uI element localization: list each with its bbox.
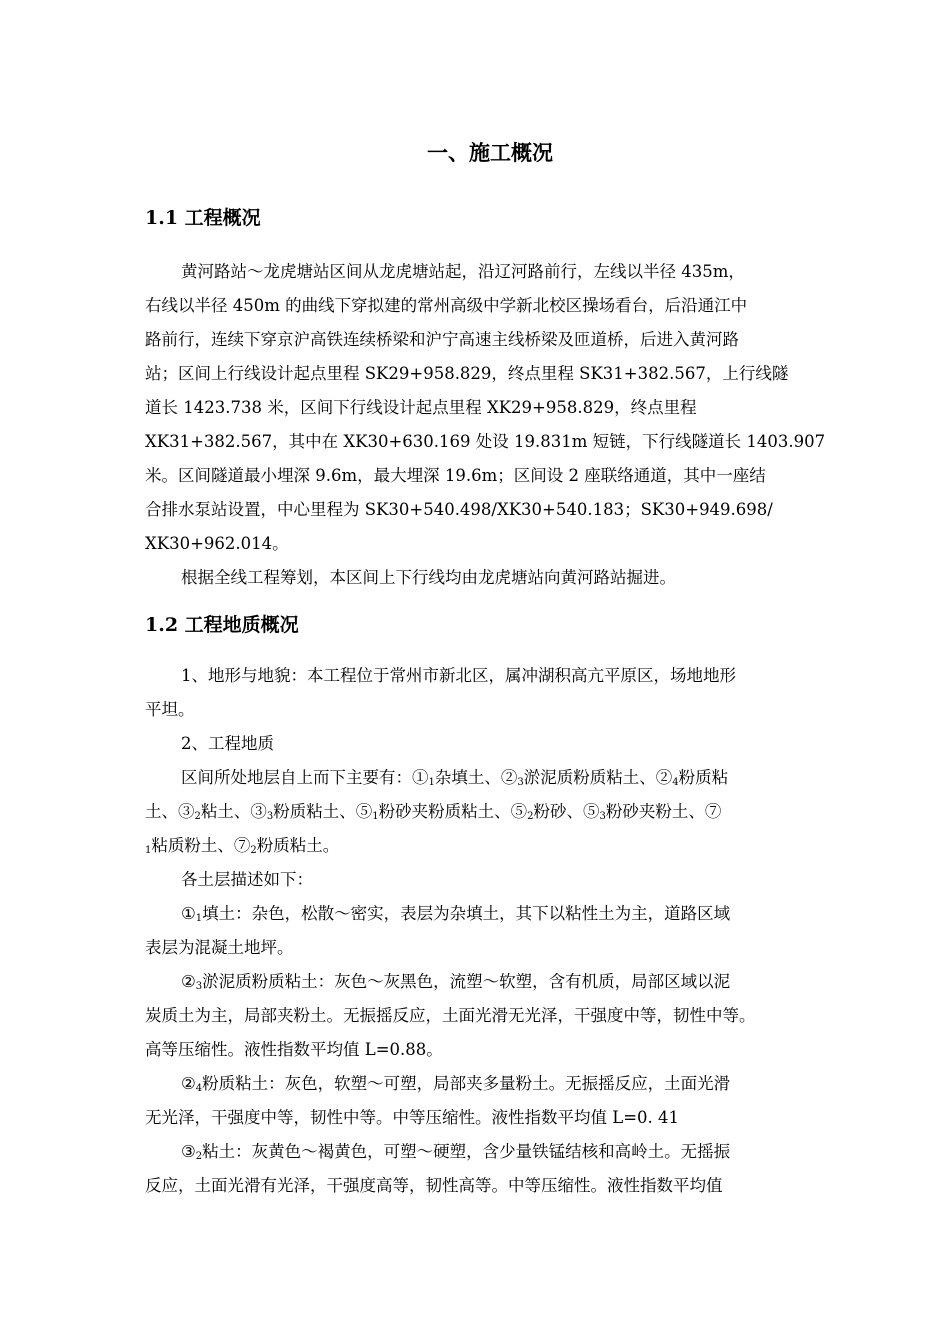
paragraph-line: 根据全线工程筹划，本区间上下行线均由龙虎塘站向黄河路站掘进。 — [181, 568, 676, 587]
strata-line: $_1$粘质粉土、$⑦_2$粉质粘土。 — [145, 836, 340, 856]
paragraph-line: 道长 1423.738 米，区间下行线设计起点里程 XK29+958.829，终点里程 — [145, 398, 697, 417]
paragraph-line: 黄河路站～龙虎塘站区间从龙虎塘站起，沿辽河路前行，左线以半径 435m， — [181, 262, 745, 281]
section-heading-1-2: 1.2 工程地质概况 — [145, 614, 299, 636]
strata-line: 区间所处地层自上而下主要有：$①_1$杂填土、$②_3$淤泥质粉质粘土、$②_4$粉质粘 — [181, 768, 729, 788]
stratum-mark: ⑤ — [510, 802, 528, 821]
layer-description-line: $②_3$淤泥质粉质粘土：灰色～灰黑色，流塑～软塑，含有机质，局部区域以泥 — [181, 972, 731, 992]
page-title: 一、施工概况 — [427, 140, 553, 165]
layer-description-line: 炭质土为主，局部夹粉土。无振摇反应，土面光滑无光泽，干强度中等，韧性中等。 — [145, 1006, 756, 1025]
stratum-mark: ③ — [178, 802, 195, 821]
layer-description-line: $③_2$粘土：灰黄色～褐黄色，可塑～硬塑，含少量铁锰结核和高岭土。无摇振 — [181, 1142, 731, 1162]
paragraph-line: 路前行，连续下穿京沪高铁连续桥梁和沪宁高速主线桥梁及匝道桥，后进入黄河路 — [145, 330, 739, 349]
layer-description-line: 无光泽，干强度中等，韧性中等。中等压缩性。液性指数平均值 L=0. 41 — [145, 1108, 680, 1127]
stratum-mark: ② — [500, 768, 518, 787]
paragraph-line: 米。区间隧道最小埋深 9.6m，最大埋深 19.6m；区间设 2 座联络通道，其中一座结 — [145, 466, 766, 485]
stratum-mark: ② — [181, 972, 196, 991]
paragraph-line: XK31+382.567，其中在 XK30+630.169 处设 19.831m 短链，下行线隧道长 1403.907 — [145, 432, 826, 451]
stratum-mark: ⑤ — [583, 802, 600, 821]
strata-line: 土、$③_2$粘土、$③_3$粉质粘土、$⑤_1$粉砂夹粉质粘土、$⑤_2$粉砂、$⑤_3$粉砂夹粉土、⑦ — [145, 802, 722, 822]
paragraph-line: 各土层描述如下： — [181, 870, 313, 889]
paragraph-line: 右线以半径 450m 的曲线下穿拟建的常州高级中学新北校区操场看台，后沿通江中 — [145, 296, 748, 315]
paragraph-line: 1、地形与地貌：本工程位于常州市新北区，属冲湖积高亢平原区，场地地形 — [181, 666, 736, 685]
stratum-mark: ⑦ — [233, 836, 251, 855]
stratum-mark: ① — [412, 768, 429, 787]
project-overview-paragraph — [145, 255, 845, 595]
layer-description-line: $①_1$填土：杂色，松散～密实，表层为杂填土，其下以粘性土为主，道路区域 — [181, 904, 731, 924]
layer-description-line: 反应，土面光滑有光泽，干强度高等，韧性高等。中等压缩性。液性指数平均值 — [145, 1176, 723, 1195]
layer-description-line: 表层为混凝土地坪。 — [145, 938, 294, 957]
paragraph-line: 2、工程地质 — [181, 734, 274, 753]
stratum-mark: ② — [181, 1074, 196, 1093]
paragraph-line: 站；区间上行线设计起点里程 SK29+958.829，终点里程 SK31+382.567，上行线隧 — [145, 364, 789, 383]
paragraph-line: 平坦。 — [145, 700, 195, 719]
stratum-mark: ③ — [181, 1142, 196, 1161]
paragraph-line: 合排水泵站设置，中心里程为 SK30+540.498/XK30+540.183；SK30+949.698/ — [145, 500, 773, 519]
stratum-mark: ⑦ — [704, 802, 722, 821]
geology-paragraph — [145, 659, 845, 1203]
layer-description-line: $②_4$粉质粘土：灰色，软塑～可塑，局部夹多量粉土。无振摇反应，土面光滑 — [181, 1074, 731, 1094]
paragraph-line: XK30+962.014。 — [145, 534, 289, 553]
stratum-mark: ③ — [250, 802, 267, 821]
stratum-mark: ② — [655, 768, 673, 787]
layer-description-line: 高等压缩性。液性指数平均值 L=0.88。 — [145, 1040, 443, 1059]
stratum-mark: ⑤ — [355, 802, 373, 821]
section-heading-1-1: 1.1 工程概况 — [145, 207, 261, 229]
stratum-mark: ① — [181, 904, 196, 923]
